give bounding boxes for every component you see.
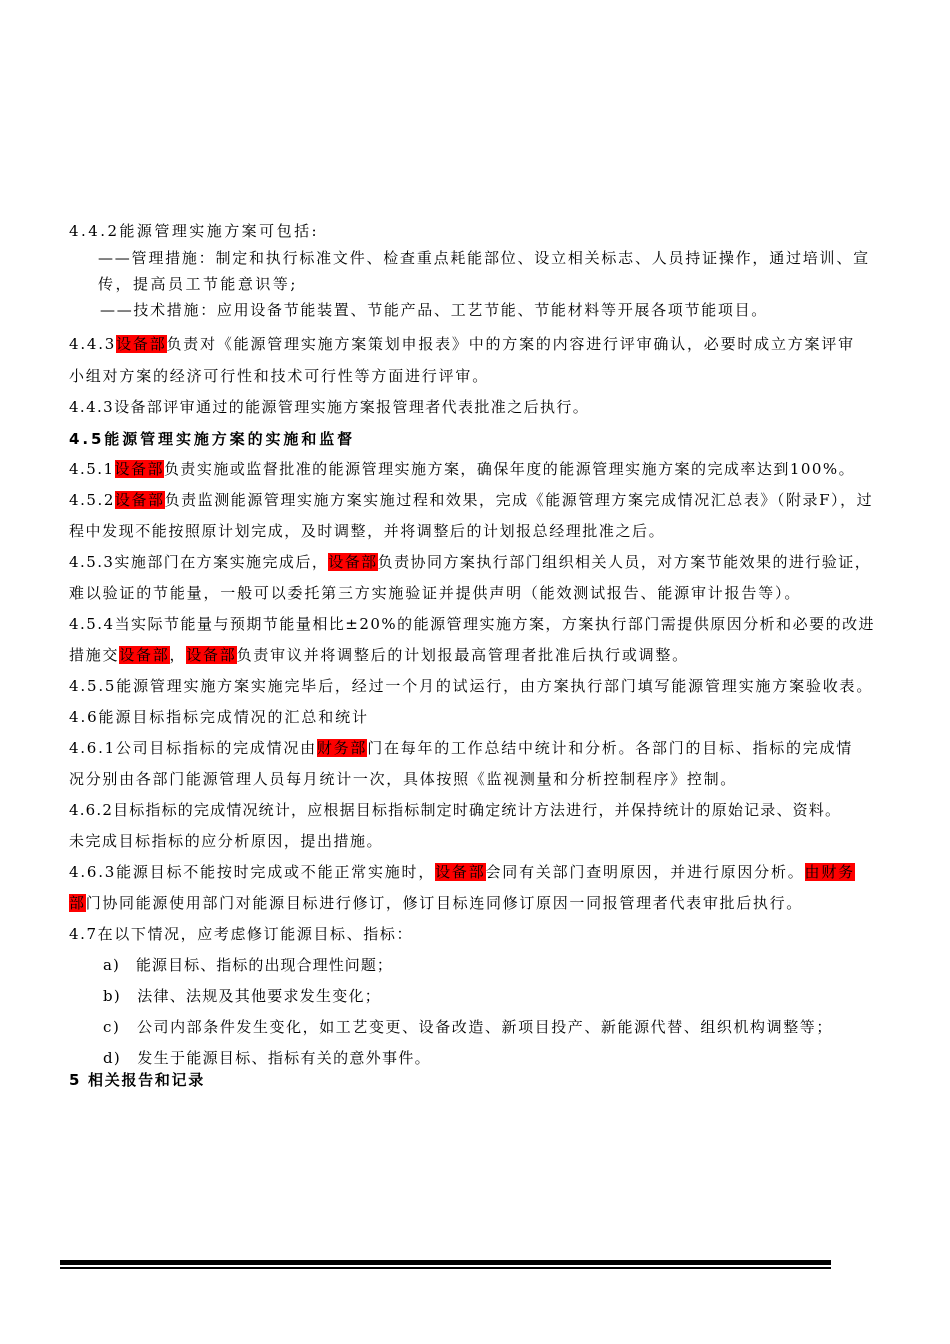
text-line [69,738,853,758]
text-line [69,583,801,603]
highlighted-term: 设备部 [186,646,237,664]
text-segment: ——技术措施：应用设备节能装置、节能产品、工艺节能、节能材料等开展各项节能项目。 [100,301,769,319]
text-segment: 负责实施或监督批准的能源管理实施方案，确保年度的能源管理实施方案的完成率达到100%。 [163,460,856,478]
text-line [69,707,369,727]
text-segment: 程中发现不能按照原计划完成，及时调整，并将调整后的计划报总经理批准之后。 [69,522,666,540]
text-segment: 难以验证的节能量，一般可以委托第三方实施验证并提供声明（能效测试报告、能源审计报告等）。 [69,584,802,602]
footer-rule-thick [60,1260,831,1265]
text-line [69,397,589,417]
highlighted-term: 部 [69,894,86,912]
text-line [69,676,873,696]
text-line [103,1017,833,1037]
text-segment: ——管理措施：制定和执行标准文件、检查重点耗能部位、设立相关标志、人员持证操作，通过培训、宣 [98,249,870,267]
text-line [69,490,873,510]
text-segment: 门在每年的工作总结中统计和分析。各部门的目标、指标的完成情 [367,739,853,757]
text-segment: 4.5.1 [69,460,115,478]
text-line [69,1070,205,1090]
text-line [69,429,355,449]
text-line [69,893,803,913]
text-segment: 传，提高员工节能意识等; [98,275,298,293]
text-segment: 负责审议并将调整后的计划报最高管理者批准后执行或调整。 [236,646,689,664]
text-segment: 负责对《能源管理实施方案策划申报表》中的方案的内容进行评审确认，必要时成立方案评审 [166,335,855,353]
text-segment: d) 发生于能源目标、指标有关的意外事件。 [103,1049,431,1067]
highlighted-term: 设备部 [116,335,167,353]
text-segment: 措施交 [69,646,120,664]
text-segment: 负责监测能源管理实施方案实施过程和效果，完成《能源管理方案完成情况汇总表》（附录F），过 [164,491,874,509]
text-line [69,459,855,479]
text-segment: 4.6能源目标指标完成情况的汇总和统计 [69,708,369,726]
text-segment: a) 能源目标、指标的出现合理性问题； [103,956,393,974]
highlighted-term: 设备部 [119,646,170,664]
text-line [69,924,413,944]
text-line [98,248,870,268]
highlighted-term: 由财务 [804,863,855,881]
text-line [69,552,871,572]
text-segment: 门协同能源使用部门对能源目标进行修订，修订目标连同修订原因一同报管理者代表审批后执行。 [85,894,803,912]
text-line [69,800,841,820]
text-segment: b) 法律、法规及其他要求发生变化； [103,987,381,1005]
text-segment: 4.5.4当实际节能量与预期节能量相比±20%的能源管理实施方案，方案执行部门需提供原因分析和必要的改进 [69,615,876,633]
text-line [103,1048,431,1068]
text-segment: 5 相关报告和记录 [69,1071,205,1089]
text-segment: 4.4.3设备部评审通过的能源管理实施方案报管理者代表批准之后执行。 [69,398,590,416]
text-line [103,955,393,975]
highlighted-term: 设备部 [435,863,486,881]
text-segment: 4.6.3能源目标不能按时完成或不能正常实施时， [69,863,436,881]
text-line [69,366,489,386]
text-line [98,274,298,294]
text-segment: c) 公司内部条件发生变化，如工艺变更、设备改造、新项目投产、新能源代替、组织机构调整等； [103,1018,833,1036]
text-segment: 4.6.1公司目标指标的完成情况由 [69,739,317,757]
text-line [69,334,855,354]
text-line [69,831,383,851]
highlighted-term: 设备部 [114,491,165,509]
text-line [103,986,381,1006]
text-segment: 会同有关部门查明原因，并进行原因分析。 [485,863,805,881]
text-segment: 4.7在以下情况，应考虑修订能源目标、指标： [69,925,414,943]
text-segment: 4.5.3实施部门在方案实施完成后， [69,553,329,571]
footer-rule-thin [60,1267,831,1269]
text-line [69,769,737,789]
text-line [100,300,768,320]
text-line [69,862,855,882]
text-line [69,221,319,241]
text-segment: 况分别由各部门能源管理人员每月统计一次，具体按照《监视测量和分析控制程序》控制。 [69,770,738,788]
text-line [69,645,689,665]
text-line [69,521,665,541]
text-segment: 未完成目标指标的应分析原因，提出措施。 [69,832,384,850]
text-line [69,614,875,634]
highlighted-term: 设备部 [328,553,378,571]
highlighted-term: 设备部 [114,460,164,478]
text-segment: 4.5.2 [69,491,115,509]
text-segment: 4.6.2目标指标的完成情况统计，应根据目标指标制定时确定统计方法进行，并保持统计的原始记录、资料。 [69,801,842,819]
text-segment: 4.4.3 [69,335,117,353]
text-segment: 4.5.5能源管理实施方案实施完毕后，经过一个月的试运行，由方案执行部门填写能源管理实施方案验收表。 [69,677,874,695]
text-segment: 负责协同方案执行部门组织相关人员，对方案节能效果的进行验证， [377,553,872,571]
text-segment: 小组对方案的经济可行性和技术可行性等方面进行评审。 [69,367,490,385]
text-segment: 4.5能源管理实施方案的实施和监督 [69,430,356,448]
highlighted-term: 财务部 [316,739,368,757]
text-segment: 4.4.2能源管理实施方案可包括: [69,222,320,240]
text-segment: ， [169,646,187,664]
